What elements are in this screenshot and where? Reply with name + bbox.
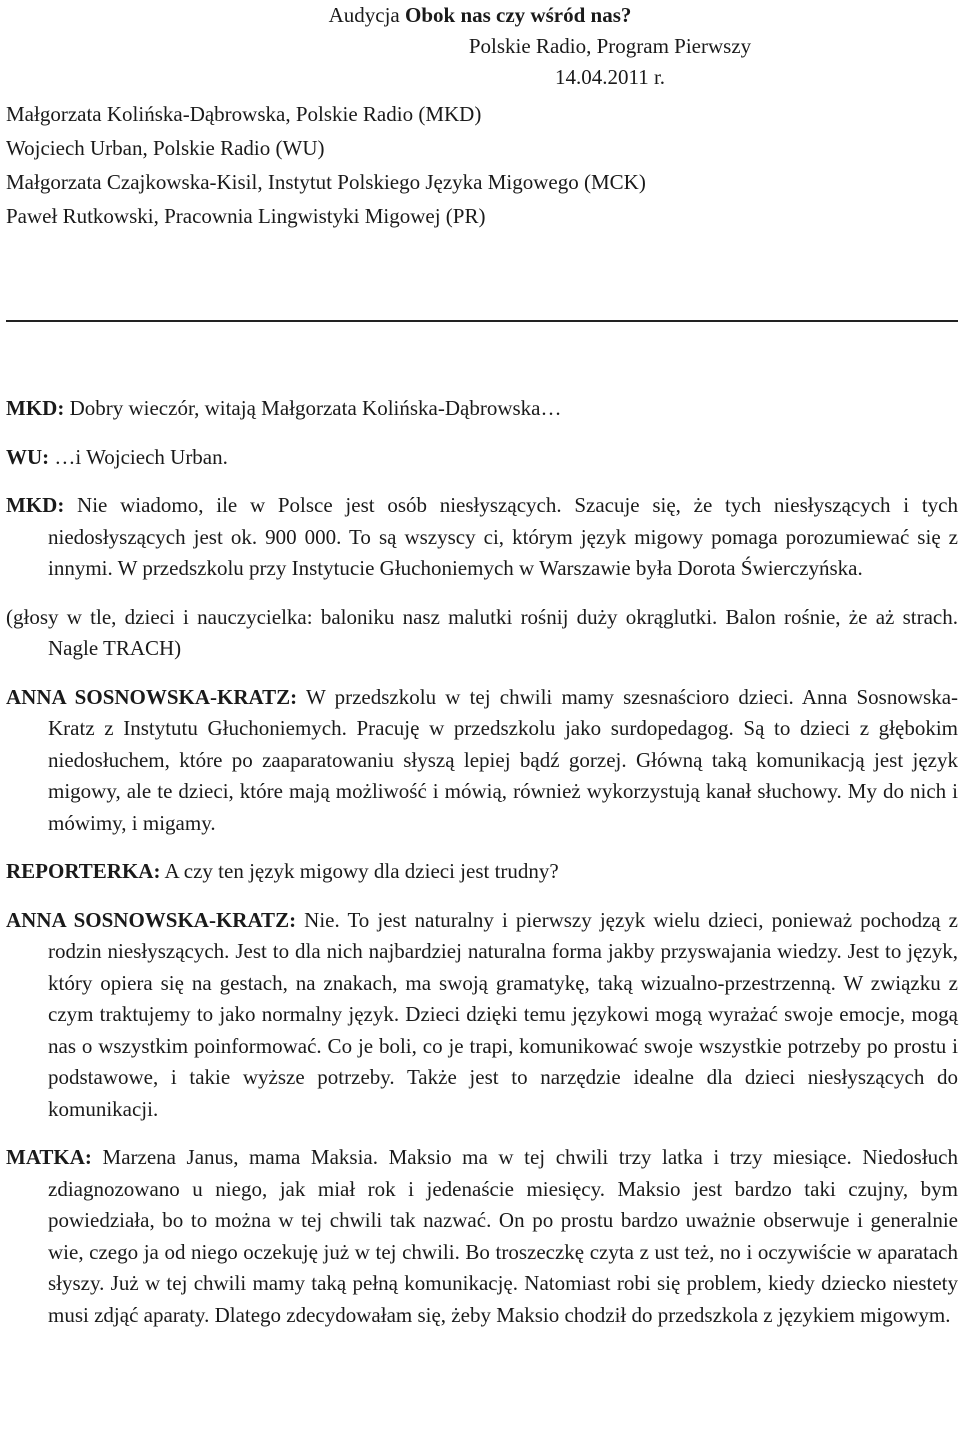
date-line: 14.04.2011 r. (554, 65, 666, 89)
transcript-paragraph (6, 442, 958, 474)
document-header (0, 0, 960, 93)
transcript (6, 393, 958, 1348)
speaker-label: MATKA: (6, 1145, 92, 1169)
transcript-paragraph (6, 393, 958, 425)
utterance-text: (głosy w tle, dzieci i nauczycielka: baloniku nasz malutki rośnij duży okrąglutki. Balon rośnie, że aż strach. Nagle TRACH) (6, 604, 958, 660)
speaker-label: MKD: (6, 396, 65, 420)
transcript-paragraph (6, 682, 958, 840)
transcript-paragraph (6, 602, 958, 665)
participant: Małgorzata Kolińska-Dąbrowska, Polskie Radio (MKD) (6, 102, 482, 126)
speaker-label: MKD: (6, 493, 65, 517)
utterance-text: …i Wojciech Urban. (49, 444, 228, 469)
transcript-paragraph (6, 1142, 958, 1331)
participant: Paweł Rutkowski, Pracownia Lingwistyki Migowej (PR) (6, 204, 486, 228)
speaker-label: WU: (6, 444, 50, 469)
speaker-label: REPORTERKA: (6, 859, 161, 883)
transcript-paragraph (6, 905, 958, 1126)
transcript-paragraph (6, 490, 958, 585)
utterance-text: Dobry wieczór, witają Małgorzata Kolińska-Dąbrowska… (64, 396, 562, 420)
page-title (0, 0, 960, 31)
horizontal-divider (6, 320, 958, 322)
utterance-text: Marzena Janus, mama Maksia. Maksio ma w tej chwili trzy latka i trzy miesiące. Niedosłuch zdiagnozowano u niego, jak miał rok i jedenaście miesięcy. Maksio jest bardzo taki czujny, bym powiedziała, bo to można w tej chwili tak nazwać. On po prostu bardzo uważnie obserwuje i generalnie wie, czego ja od niego oczekuję już w tej chwili. Bo troszeczkę czyta z ust też, no i oczywiście w aparatach słyszy. Już w tej chwili mamy taką pełną komunikację. Natomiast robi się problem, kiedy dziecko niestety musi zdjąć aparaty. Dlatego zdecydowałam się, żeby Maksio chodził do przedszkola z językiem migowym. (48, 1145, 958, 1327)
utterance-text: Nie. To jest naturalny i pierwszy język wielu dzieci, ponieważ pochodzą z rodzin niesłyszących. Jest to dla nich najbardziej naturalna forma jakby przyswajania wiedzy. Jest to język, który opiera się na gestach, na znakach, ma swoją gramatykę, taką wizualno-przestrzenną. W związku z czym traktujemy to jako normalny język. Dzieci dzięki temu językowi mogą wyrażać swoje emocje, mogą nas o wszystkim poinformować. Co je boli, co je trapi, komunikować swoje wszystkie potrzeby po prostu i podstawowe, i takie wyższe potrzeby. Także jest to narzędzie idealne dla dzieci niesłyszących do komunikacji. (48, 907, 959, 1121)
station-line: Polskie Radio, Program Pierwszy (468, 34, 752, 58)
utterance-text: W przedszkolu w tej chwili mamy szesnaścioro dzieci. Anna Sosnowska-Kratz z Instytutu Głuchoniemych. Pracuję w przedszkolu jako surdopedagog. Są to dzieci z głębokim niedosłuchem, które po zaaparatowaniu słyszą lepiej bądź gorzej. Główną taką komunikacją jest język migowy, ale te dzieci, które mają możliwość i mówią, również wykorzystują kanał słuchowy. My do nich i mówimy, i migamy. (48, 684, 959, 835)
transcript-paragraph (6, 856, 958, 888)
utterance-text: A czy ten język migowy dla dzieci jest trudny? (160, 859, 559, 883)
speaker-label: ANNA SOSNOWSKA-KRATZ: (6, 684, 298, 709)
title-prefix: Audycja (328, 3, 405, 27)
broadcast-title: Obok nas czy wśród nas? (405, 3, 632, 27)
participants-list (6, 97, 960, 233)
participant: Małgorzata Czajkowska-Kisil, Instytut Polskiego Języka Migowego (MCK) (6, 170, 646, 194)
speaker-label: ANNA SOSNOWSKA-KRATZ: (6, 907, 297, 932)
utterance-text: Nie wiadomo, ile w Polsce jest osób niesłyszących. Szacuje się, że tych niesłyszących i tych niedosłyszących jest ok. 900 000. To są wszyscy ci, którym język migowy pomaga porozumiewać się z innymi. W przedszkolu przy Instytucie Głuchoniemych w Warszawie była Dorota Świerczyńska. (48, 493, 958, 580)
participant: Wojciech Urban, Polskie Radio (WU) (6, 136, 325, 160)
